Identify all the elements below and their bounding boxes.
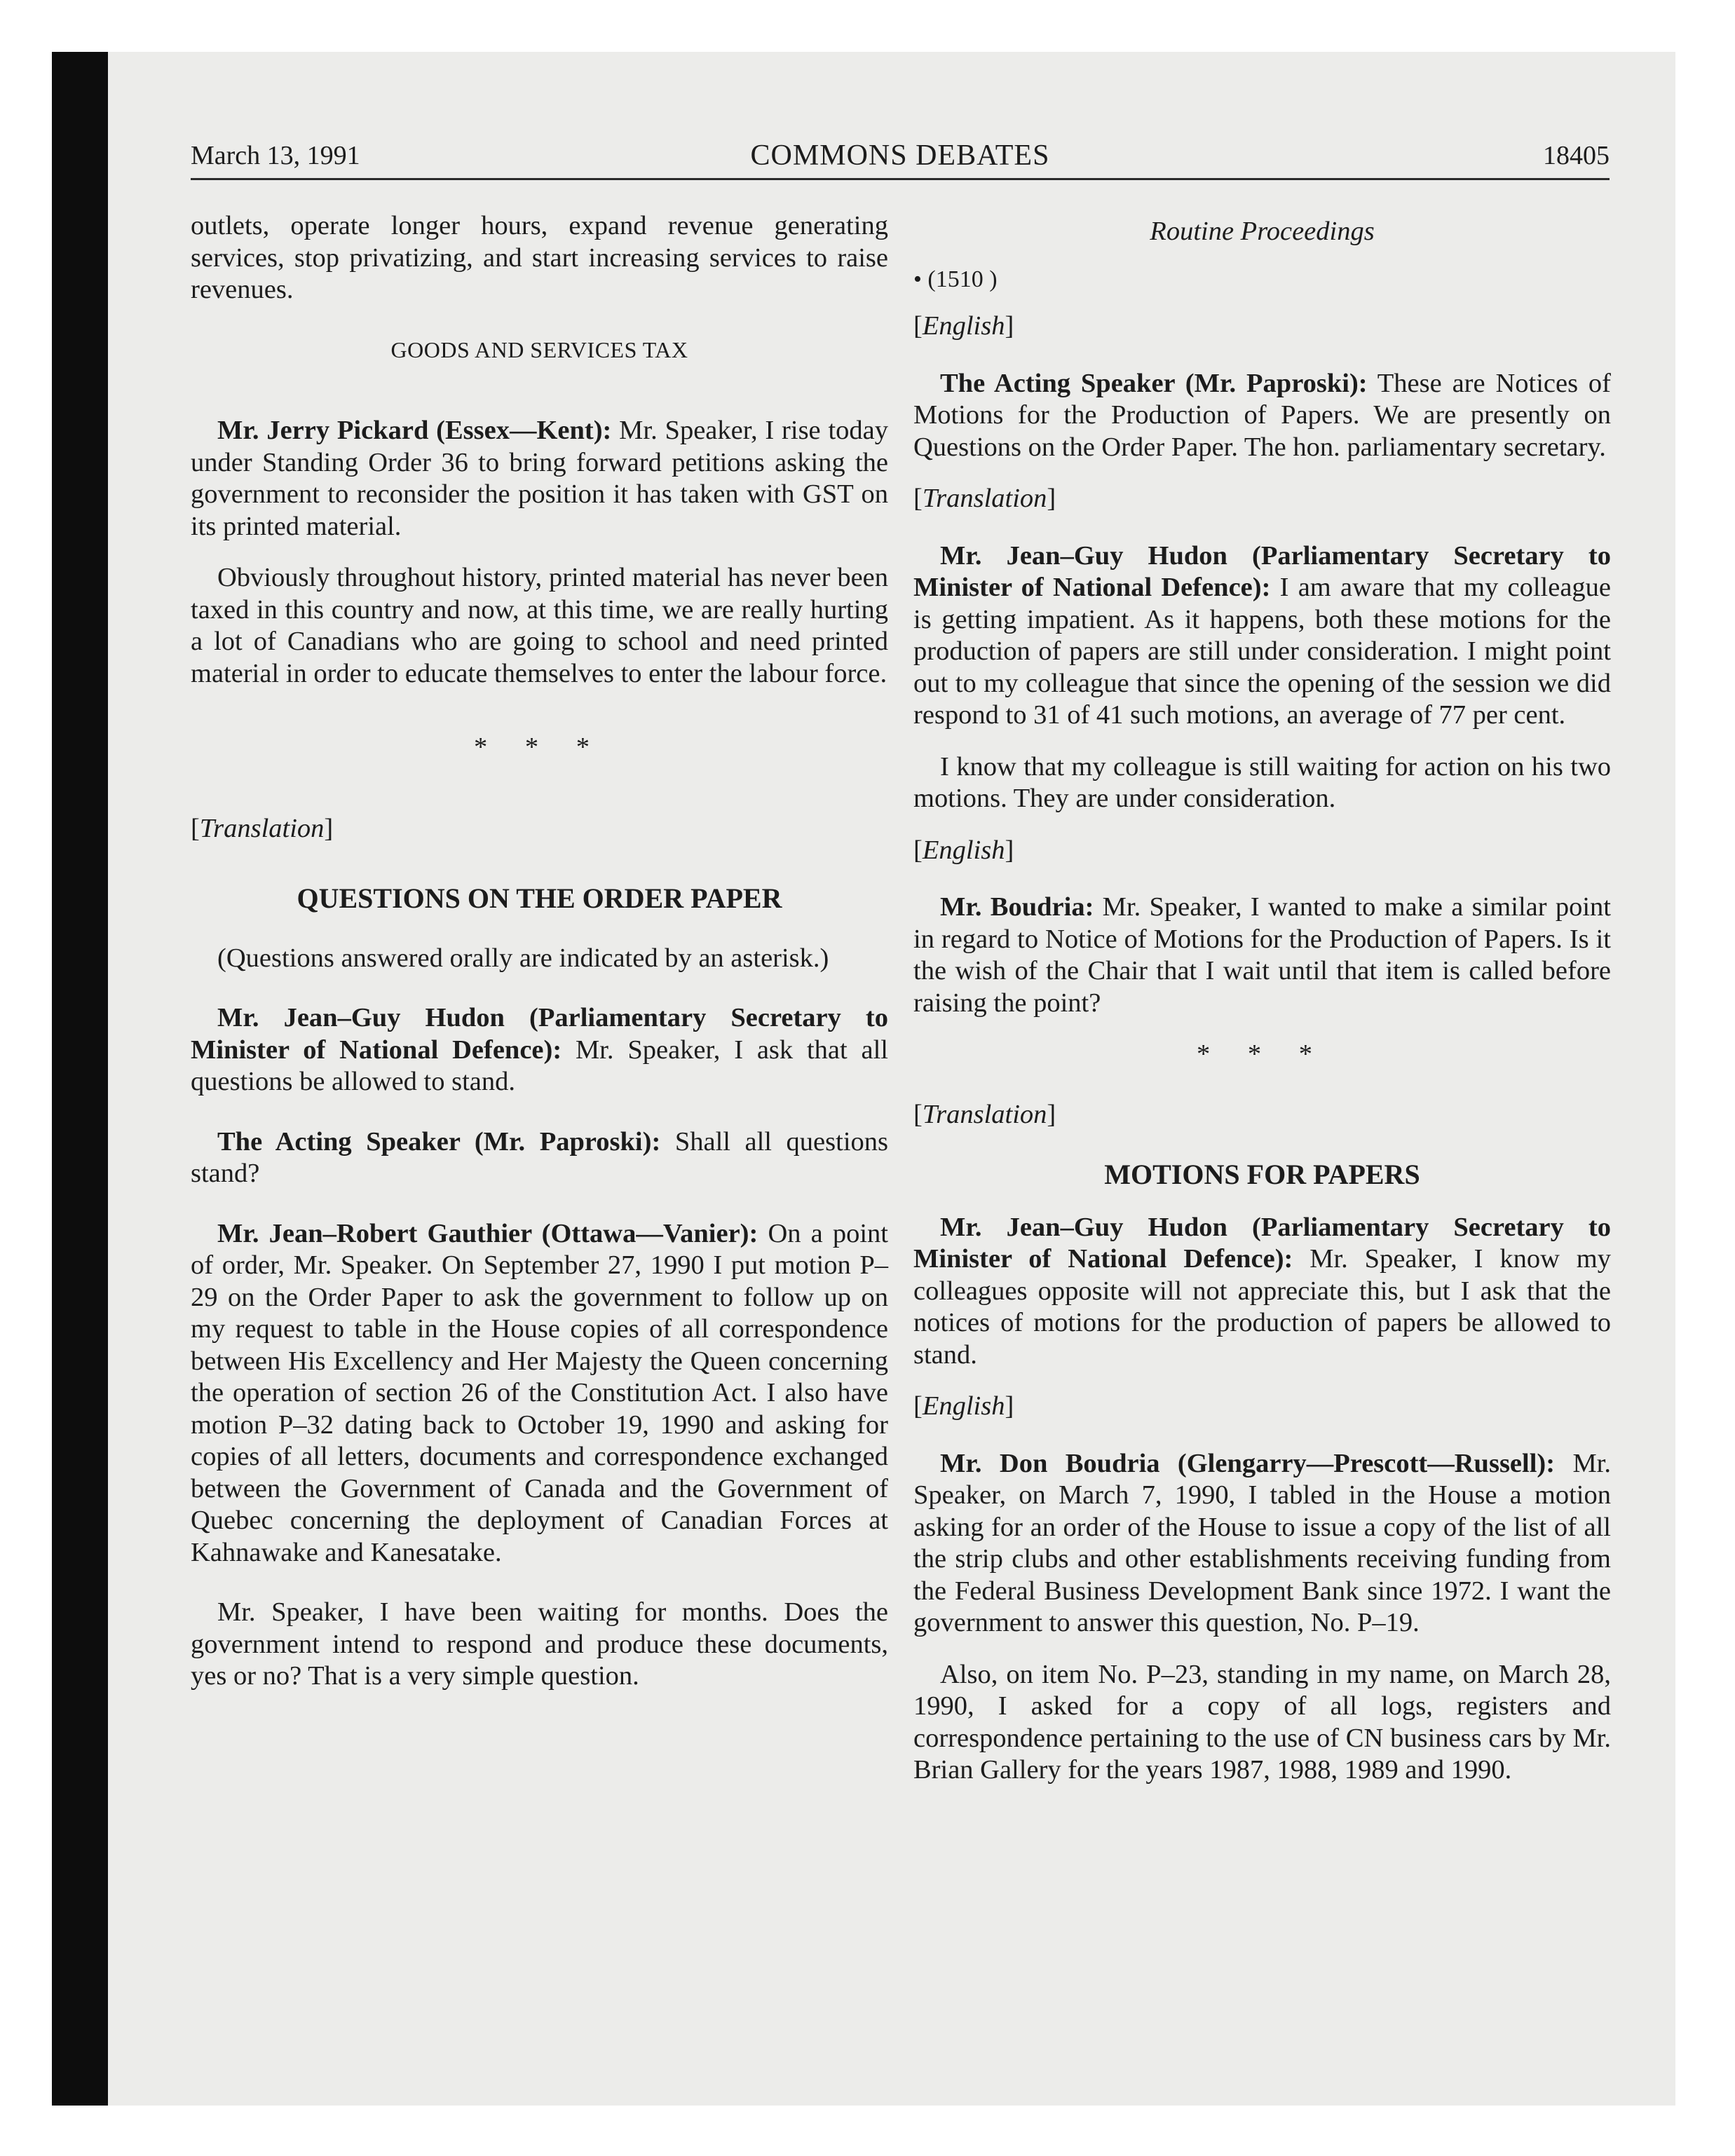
language-label: Translation: [199, 813, 325, 843]
paragraph-asterisk-note: (Questions answered orally are indicated by an asterisk.): [217, 943, 829, 973]
language-marker-translation: [Translation]: [191, 813, 334, 843]
scan-edge-bar: [52, 52, 108, 2106]
language-marker-english: [English]: [913, 1391, 1014, 1421]
motions-for-papers-heading: MOTIONS FOR PAPERS: [1104, 1159, 1420, 1190]
paragraph-boudria-long: [913, 1448, 1611, 1639]
page-header: [191, 135, 1610, 180]
speech-text: On a point of order, Mr. Speaker. On September 27, 1990 I put motion P–29 on the Order Paper to ask the government to follow up on my request to table in the House copies of all correspondence between His Excellency and Her Majesty the Queen concerning the operation of section 26 of the Constitution Act. I also have motion P–32 dating back to October 19, 1990 and asking for copies of all letters, documents and correspondence exchanged between the Government of Canada and the Government of Quebec concerning the deployment of Canadian Forces at Kahnawake and Kanesatake.: [191, 1218, 888, 1567]
speech-text: Shall all questions stand?: [191, 1126, 888, 1188]
language-label: Translation: [922, 484, 1047, 513]
language-label: English: [922, 1391, 1005, 1421]
speaker-name: Mr. Jean–Guy Hudon (Parliamentary Secretary to Minister of National Defence):: [913, 540, 1611, 602]
paragraph-printed-material: Obviously throughout history, printed material has never been taxed in this country and now, at this time, we are really hurting a lot of Canadians who are going to school and need printed material in order to educate themselves to enter the labour force.: [191, 563, 888, 688]
right-column: [913, 216, 1611, 1806]
language-marker-english: [English]: [913, 835, 1014, 865]
language-label: English: [922, 835, 1005, 865]
section-separator: * * *: [1197, 1039, 1328, 1069]
speech-text: I am aware that my colleague is getting impatient. As it happens, both these motions for the production of papers are still under consideration. I might point out to my colleague that since the opening of the session we did respond to 31 of 41 such motions, an average of 77 per cent.: [913, 573, 1611, 730]
header-title: COMMONS DEBATES: [750, 139, 1050, 172]
speaker-name: Mr. Jerry Pickard (Essex—Kent):: [217, 416, 612, 445]
gst-heading: GOODS AND SERVICES TAX: [390, 336, 688, 362]
language-marker-english: [English]: [913, 311, 1014, 341]
paragraph-acting-speaker-notices: [913, 368, 1611, 464]
speaker-name: The Acting Speaker (Mr. Paproski):: [217, 1126, 661, 1157]
language-label: English: [922, 311, 1005, 341]
speaker-name: The Acting Speaker (Mr. Paproski):: [940, 368, 1368, 398]
speaker-name: Mr. Jean–Guy Hudon (Parliamentary Secretary to Minister of National Defence):: [913, 1212, 1611, 1274]
speaker-name: Mr. Jean–Robert Gauthier (Ottawa—Vanier):: [217, 1218, 758, 1248]
language-label: Translation: [922, 1099, 1047, 1129]
speech-text: These are Notices of Motions for the Production of Papers. We are presently on Questions on the Order Paper. The hon. parliamentary secretary.: [913, 368, 1612, 462]
left-column: [191, 210, 888, 1712]
speech-text: Mr. Speaker, on March 7, 1990, I tabled in the House a motion asking for an order of the House to issue a copy of the list of all the strip clubs and other establishments receiving funding from the Federal Business Development Bank since 1972. I want the government to answer this question, No. P–19.: [913, 1448, 1611, 1637]
speaker-name: Mr. Don Boudria (Glengarry—Prescott—Russell):: [940, 1448, 1556, 1478]
paragraph-still-waiting: I know that my colleague is still waiting for action on his two motions. They are under consideration.: [913, 751, 1611, 813]
speech-text: Mr. Speaker, I ask that all questions be allowed to stand.: [191, 1035, 888, 1096]
paragraph-hudon-3: [913, 1212, 1611, 1372]
section-separator: * * *: [474, 732, 605, 762]
header-page-number: 18405: [1543, 141, 1610, 170]
header-date: March 13, 1991: [191, 141, 360, 170]
speech-text: Mr. Speaker, I know my colleagues opposite will not appreciate this, but I ask that the notices of motions for the production of papers be allowed to stand.: [913, 1244, 1611, 1370]
paragraph-pickard: [191, 415, 888, 543]
section-label: Routine Proceedings: [1150, 217, 1375, 246]
paragraph-acting-speaker: [191, 1126, 888, 1190]
speaker-name: Mr. Jean–Guy Hudon (Parliamentary Secretary to Minister of National Defence):: [191, 1003, 888, 1065]
language-marker-translation: [Translation]: [913, 1099, 1056, 1129]
language-marker-translation: [Translation]: [913, 484, 1056, 513]
questions-order-paper-heading: QUESTIONS ON THE ORDER PAPER: [297, 882, 782, 914]
speech-text: Mr. Speaker, I wanted to make a similar point in regard to Notice of Motions for the Production of Papers. Is it the wish of the Chair that I wait until that item is called before raising the point?: [913, 892, 1611, 1018]
paragraph-continuation: outlets, operate longer hours, expand revenue generating services, stop privatizing, and start increasing services to raise revenues.: [191, 211, 888, 304]
paragraph-hudon-1: [191, 1002, 888, 1098]
paragraph-hudon-2: [913, 540, 1611, 732]
time-marker: • (1510 ): [913, 266, 998, 292]
speech-text: Mr. Speaker, I rise today under Standing Order 36 to bring forward petitions asking the government to reconsider the position it has taken with GST on its printed material.: [191, 416, 888, 541]
paragraph-boudria-short: [913, 892, 1611, 1019]
paragraph-item-p23: Also, on item No. P–23, standing in my name, on March 28, 1990, I asked for a copy of all logs, registers and correspondence pertaining to the use of CN business cars by Mr. Brian Gallery for the years 1987, 1988, 1989 and 1990.: [913, 1659, 1611, 1785]
paragraph-waiting: Mr. Speaker, I have been waiting for months. Does the government intend to respond and produce these documents, yes or no? That is a very simple question.: [191, 1597, 888, 1691]
paragraph-gauthier: [191, 1218, 888, 1569]
speaker-name: Mr. Boudria:: [940, 892, 1094, 922]
